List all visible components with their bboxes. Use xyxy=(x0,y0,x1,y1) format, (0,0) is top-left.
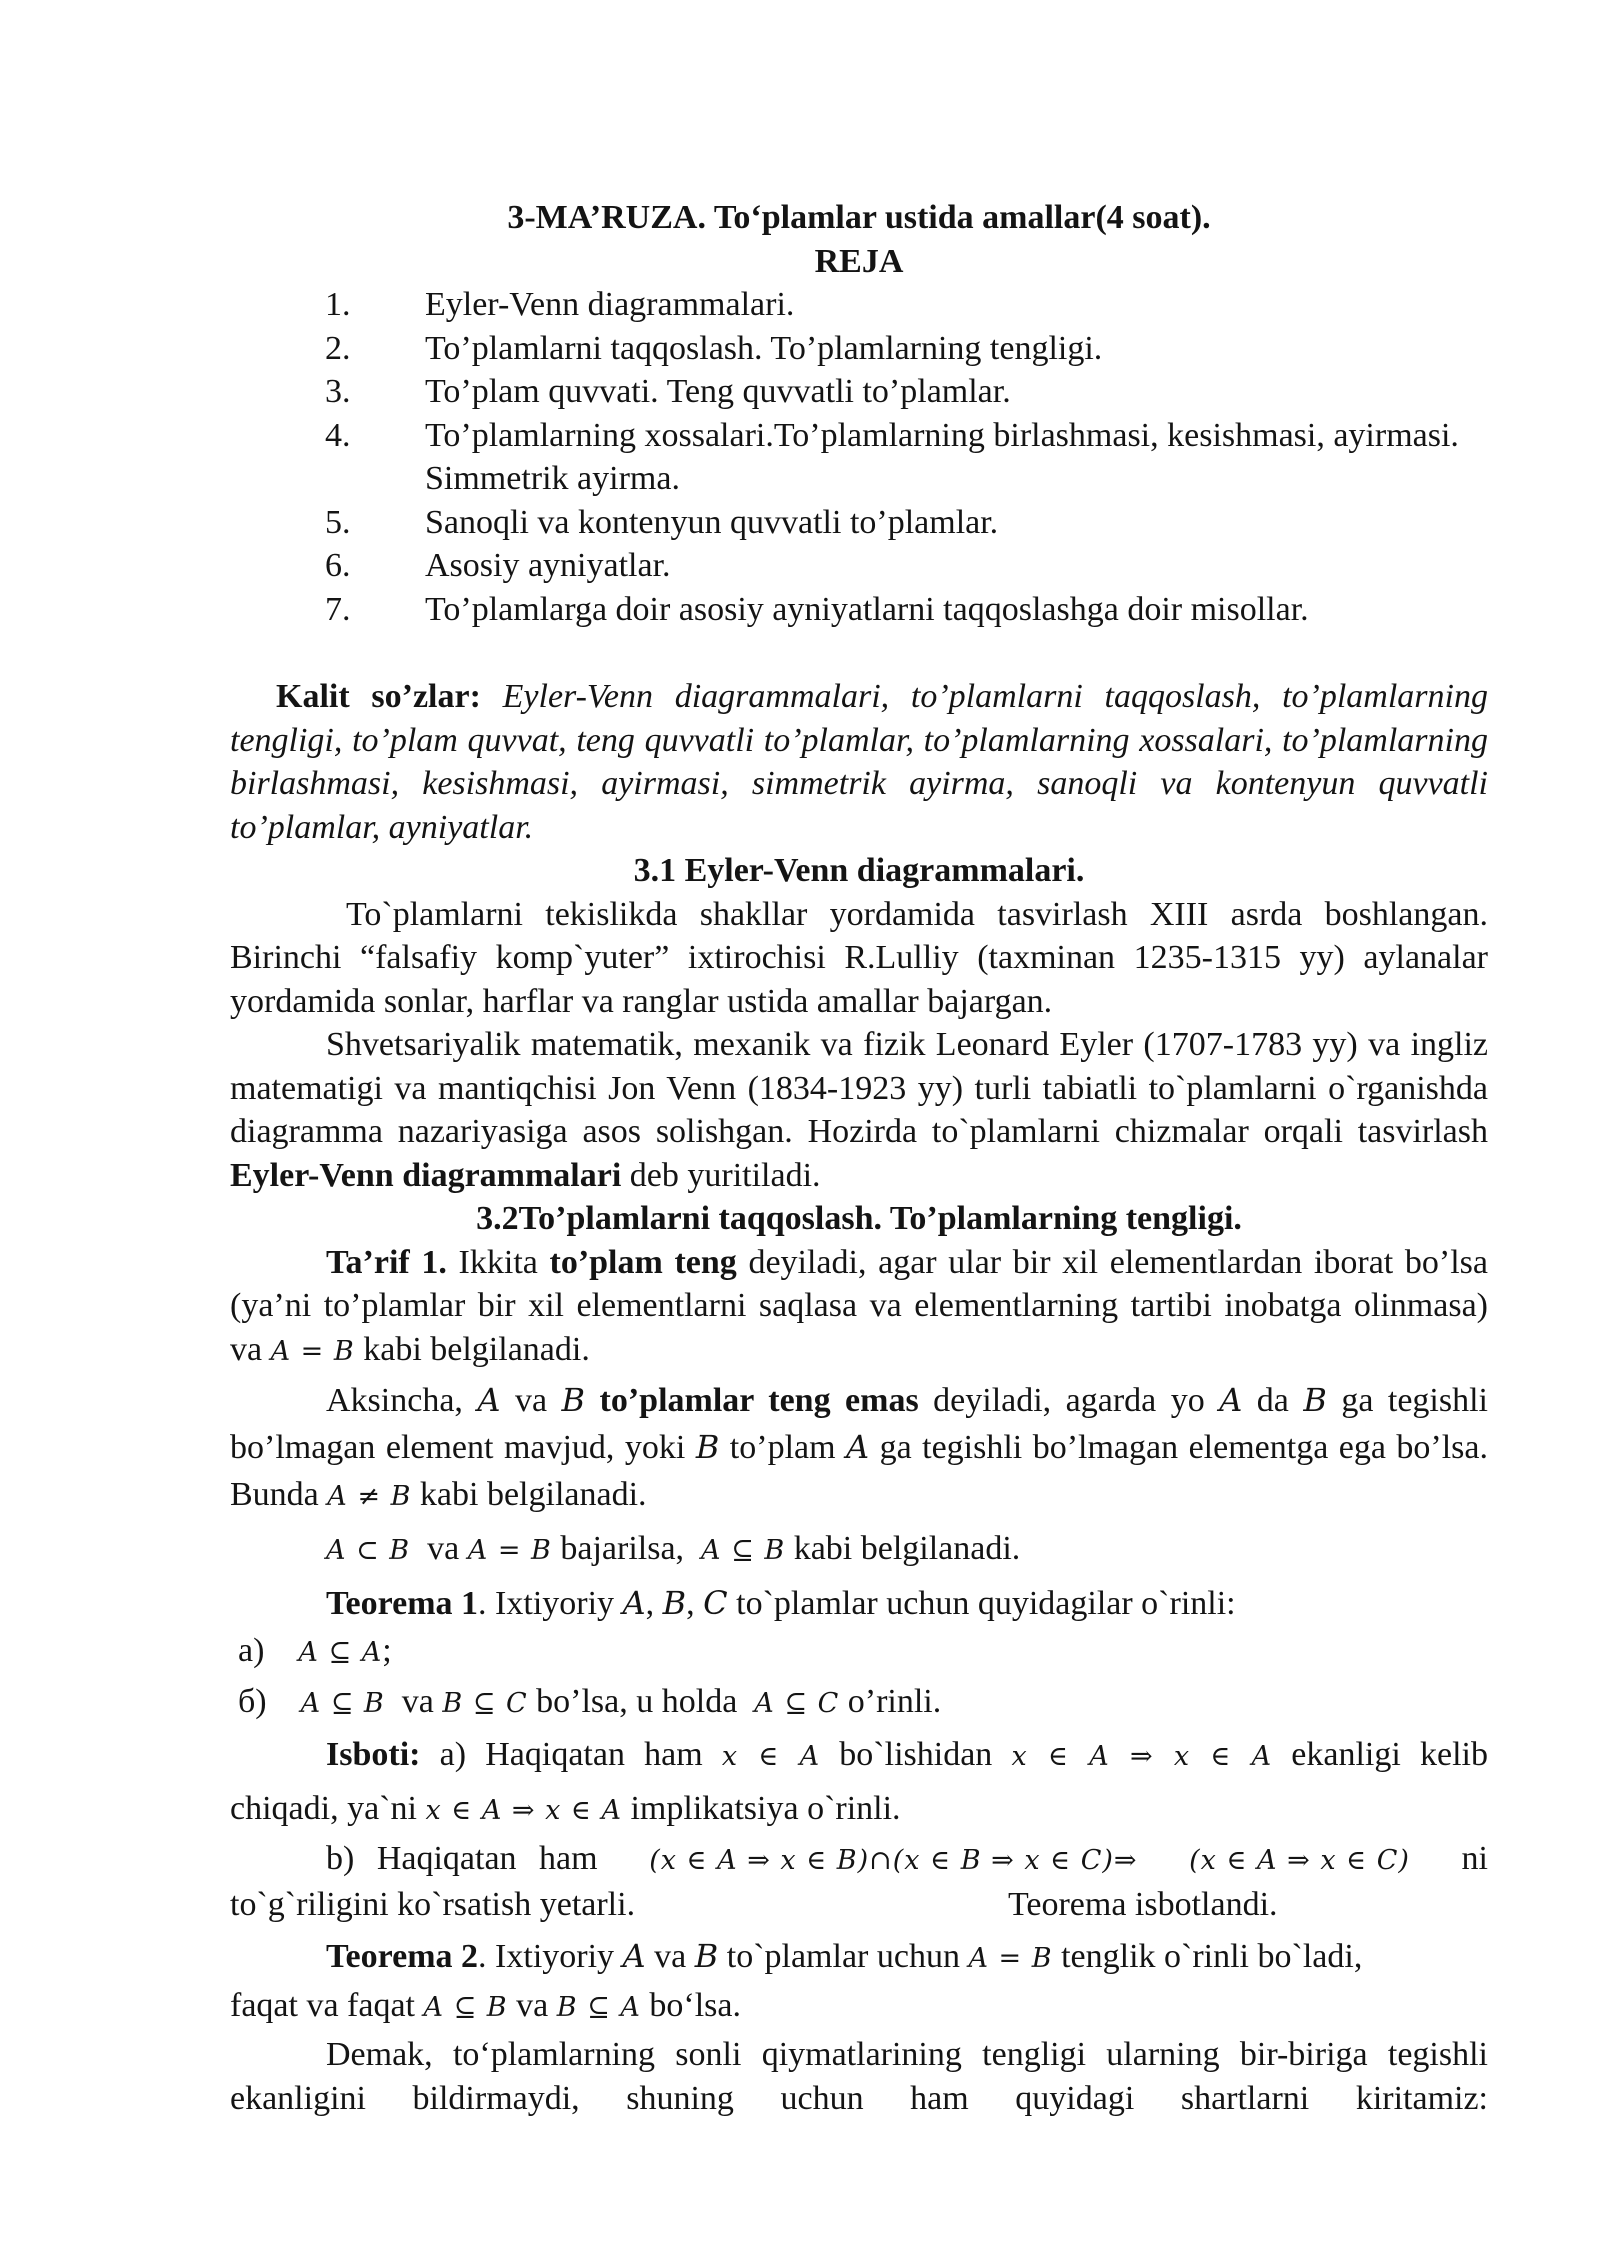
paragraph-text: bo`lishidan xyxy=(820,1736,1012,1773)
plan-item-text: Sanoqli va kontenyun quvvatli to’plamlar. xyxy=(425,503,999,541)
math-symbol: A xyxy=(1219,1381,1243,1419)
paragraph-text: va xyxy=(500,1382,562,1419)
math-symbol: B xyxy=(694,1937,719,1975)
plan-item xyxy=(230,588,1488,632)
math-symbol: B xyxy=(695,1428,720,1466)
math-expression: A ⊆ B xyxy=(423,1992,508,2023)
conclusion-paragraph: Demak, to‘plamlarning sonli qiymatlarining tengligi ularning bir-biriga tegishli ekanligini bildirmaydi, shuning uchun ham quyidagi shartlarni kiritamiz: xyxy=(230,2036,1488,2117)
math-expression: A ⊆ C xyxy=(754,1688,840,1719)
definition-1 xyxy=(230,1241,1488,1374)
paragraph-text: to`plamlar uchun xyxy=(718,1938,969,1975)
paragraph-text: ni xyxy=(1461,1840,1488,1877)
paragraph-text: bo’lsa, u holda xyxy=(536,1683,738,1720)
theorem-2-statement xyxy=(230,1933,1488,2031)
plan-item xyxy=(230,501,1488,545)
paragraph-text: bo‘lsa. xyxy=(640,1987,741,2024)
math-expression: x ∈ A xyxy=(721,1741,821,1772)
math-expression: A ⊆ B xyxy=(701,1535,786,1566)
paragraph-text: kabi belgilanadi. xyxy=(411,1476,647,1513)
plan-list xyxy=(230,283,1488,631)
paragraph-text: deyiladi, agarda yo xyxy=(918,1382,1220,1419)
proof-line-4 xyxy=(230,1883,1488,1927)
section-3-1-paragraph-2 xyxy=(230,1023,1488,1197)
paragraph-text: va xyxy=(427,1530,460,1567)
subset-definition xyxy=(326,1526,1488,1574)
paragraph-text: va xyxy=(401,1683,434,1720)
paragraph-text: o’rinli. xyxy=(847,1683,942,1720)
document-page xyxy=(230,196,1488,2120)
paragraph-text: ga tegishli bo’lmagan element mavjud, yoki xyxy=(230,1382,1488,1466)
math-expression: A = B xyxy=(968,1943,1053,1974)
paragraph-text: Aksincha, xyxy=(326,1382,478,1419)
plan-item xyxy=(230,414,1488,501)
term-bold: to’plamlar teng emas xyxy=(585,1382,919,1419)
paragraph-text: to`g`riligini ko`rsatish yetarli. xyxy=(230,1886,636,1923)
plan-item-number: 5. xyxy=(325,503,351,541)
paragraph-text: va xyxy=(507,1987,557,2024)
paragraph-text: va xyxy=(645,1938,695,1975)
math-expression: (x ∈ A ⇒ x ∈ B)∩(x ∈ B ⇒ x ∈ C)⇒ xyxy=(649,1845,1138,1876)
paragraph-text: ekanligi kelib xyxy=(1272,1736,1488,1773)
math-expression: (x ∈ A ⇒ x ∈ C) xyxy=(1189,1845,1410,1876)
plan-item-number: 7. xyxy=(325,590,351,628)
paragraph-text: deb yuritiladi. xyxy=(621,1156,821,1194)
math-symbol: A xyxy=(477,1381,501,1419)
plan-item-text: To’plam quvvati. Teng quvvatli to’plamlar. xyxy=(425,373,1011,410)
paragraph-text: kabi belgilanadi. xyxy=(793,1530,1021,1567)
term-bold: Eyler-Venn diagrammalari xyxy=(230,1156,622,1194)
plan-item-text: To’plamlarning xossalari.To’plamlarning birlashmasi, kesishmasi, ayirmasi. Simmetrik ayirma. xyxy=(425,416,1459,497)
case-label: б) xyxy=(238,1683,267,1720)
theorem-1-case-a xyxy=(238,1629,1488,1675)
math-expression: A ⊆ B xyxy=(300,1688,385,1719)
lecture-title: 3-MA’RUZA. To‘plamlar ustida amallar(4 soat). xyxy=(507,199,1211,236)
math-expression: A ⊆ A xyxy=(298,1637,383,1668)
plan-item xyxy=(230,370,1488,414)
keywords-text: Eyler-Venn diagrammalari, to’plamlarni taqqoslash, to’plamlarning tengligi, to’plam quvvat, teng quvvatli to’plamlar, to’plamlarning xossalari, to’plamlarning birlashmasi, kesishmasi, ayirmasi, simmetrik ayirma, sanoqli va kontenyun quvvatli to’plamlar, ayniyatlar. xyxy=(230,678,1488,846)
paragraph-text: a) Haqiqatan ham xyxy=(420,1736,722,1773)
section-3-1-paragraph-1: To`plamlarni tekislikda shakllar yordamida tasvirlash XIII asrda boshlangan. Birinchi “falsafiy komp`yuter” ixtirochisi R.Lulliy (taxminan 1235-1315 yy) aylanalar yordamida sonlar, harflar va ranglar ustida amallar bajargan. xyxy=(230,895,1488,1020)
proof-end-text: Teorema isbotlandi. xyxy=(1008,1886,1278,1923)
plan-item-number: 6. xyxy=(325,547,351,584)
paragraph-text: chiqadi, ya`ni xyxy=(230,1790,426,1827)
paragraph-text: deyiladi, agar ular bir xil elementlardan iborat bo’lsa (ya’ni to’plamlar bir xil elementlarni saqlasa va elementlarning tartibi inobatga olinmasa) va xyxy=(230,1243,1488,1368)
plan-heading: REJA xyxy=(814,242,904,280)
spacer xyxy=(230,631,1488,675)
plan-item-text: Eyler-Venn diagrammalari. xyxy=(425,286,795,323)
theorem-label: Teorema 1 xyxy=(326,1585,479,1622)
paragraph-text: faqat va faqat xyxy=(230,1987,424,2024)
plan-item-text: To’plamlarga doir asosiy ayniyatlarni taqqoslashga doir misollar. xyxy=(425,590,1309,628)
math-symbol: A xyxy=(622,1937,646,1975)
plan-item xyxy=(230,327,1488,371)
plan-item-number: 3. xyxy=(325,373,351,410)
math-symbol: B xyxy=(561,1381,586,1419)
section-3-1-heading: 3.1 Eyler-Venn diagrammalari. xyxy=(633,852,1085,889)
math-expression: B ⊆ A xyxy=(556,1992,641,2023)
math-symbol: A xyxy=(622,1584,646,1622)
proof-label: Isboti: xyxy=(326,1736,421,1773)
paragraph-text: ; xyxy=(382,1632,392,1669)
term-bold: to’plam teng xyxy=(549,1243,737,1281)
plan-item xyxy=(230,544,1488,588)
plan-item-number: 2. xyxy=(325,329,351,367)
paragraph-text: ga tegishli bo’lmagan elementga ega bo’lsa. Bunda xyxy=(230,1429,1488,1513)
section-3-2-heading: 3.2To’plamlarni taqqoslash. To’plamlarning tengligi. xyxy=(476,1200,1242,1237)
plan-item-text: Asosiy ayniyatlar. xyxy=(425,547,671,584)
math-expression: A = B xyxy=(270,1335,355,1367)
proof-line-3 xyxy=(326,1837,1488,1883)
case-label: a) xyxy=(238,1632,265,1669)
math-expression: A = B xyxy=(467,1535,552,1566)
paragraph-text: . Ixtiyoriy xyxy=(478,1585,623,1622)
theorem-label: Teorema 2 xyxy=(326,1938,479,1975)
math-expression: A ≠ B xyxy=(327,1481,412,1512)
math-symbol: B xyxy=(662,1584,687,1622)
paragraph-text: to’plam xyxy=(719,1429,847,1466)
math-expression: A ⊂ B xyxy=(326,1535,411,1566)
theorem-1-statement: Teorema 1. Ixtiyoriy A, B, C to`plamlar uchun quyidagilar o`rinli: xyxy=(326,1584,1236,1622)
paragraph-text: . Ixtiyoriy xyxy=(478,1938,623,1975)
definition-label: Ta’rif 1. xyxy=(326,1243,447,1281)
math-symbol: C xyxy=(703,1584,728,1622)
paragraph-text: tenglik o`rinli bo`ladi, xyxy=(1052,1938,1363,1975)
keywords-label: Kalit so’zlar: xyxy=(276,678,481,715)
plan-item-text: To’plamlarni taqqoslash. To’plamlarning tengligi. xyxy=(425,329,1103,367)
keywords-paragraph xyxy=(230,675,1488,849)
plan-item-number: 4. xyxy=(325,416,351,454)
paragraph-text: Ikkita xyxy=(458,1243,550,1281)
math-expression: x ∈ A ⇒ x ∈ A xyxy=(1011,1741,1273,1772)
paragraph-text: b) Haqiqatan ham xyxy=(326,1840,598,1877)
math-expression: x ∈ A ⇒ x ∈ A xyxy=(425,1795,622,1826)
paragraph-text: to`plamlar uchun quyidagilar o`rinli: xyxy=(727,1585,1236,1622)
paragraph-text: kabi belgilanadi. xyxy=(354,1330,590,1368)
math-symbol: A xyxy=(846,1428,870,1466)
math-expression: B ⊆ C xyxy=(442,1688,528,1719)
plan-item-number: 1. xyxy=(325,286,351,323)
inequality-paragraph xyxy=(230,1377,1488,1520)
theorem-1-case-b xyxy=(238,1679,1488,1727)
paragraph-text: da xyxy=(1242,1382,1304,1419)
proof-line-2 xyxy=(230,1785,1488,1835)
paragraph-text: Shvetsariyalik matematik, mexanik va fizik Leonard Eyler (1707-1783 yy) va ingliz matematigi va mantiqchisi Jon Venn (1834-1923 yy) turli tabiatli to`plamlarni o`rganishda diagramma nazariyasiga asos solishgan. Hozirda to`plamlarni chizmalar orqali tasvirlash xyxy=(230,1026,1488,1150)
paragraph-text: implikatsiya o`rinli. xyxy=(621,1790,901,1827)
math-symbol: B xyxy=(1303,1381,1327,1419)
proof-line-1 xyxy=(326,1731,1488,1781)
paragraph-text: bajarilsa, xyxy=(560,1530,685,1567)
plan-item xyxy=(230,283,1488,327)
